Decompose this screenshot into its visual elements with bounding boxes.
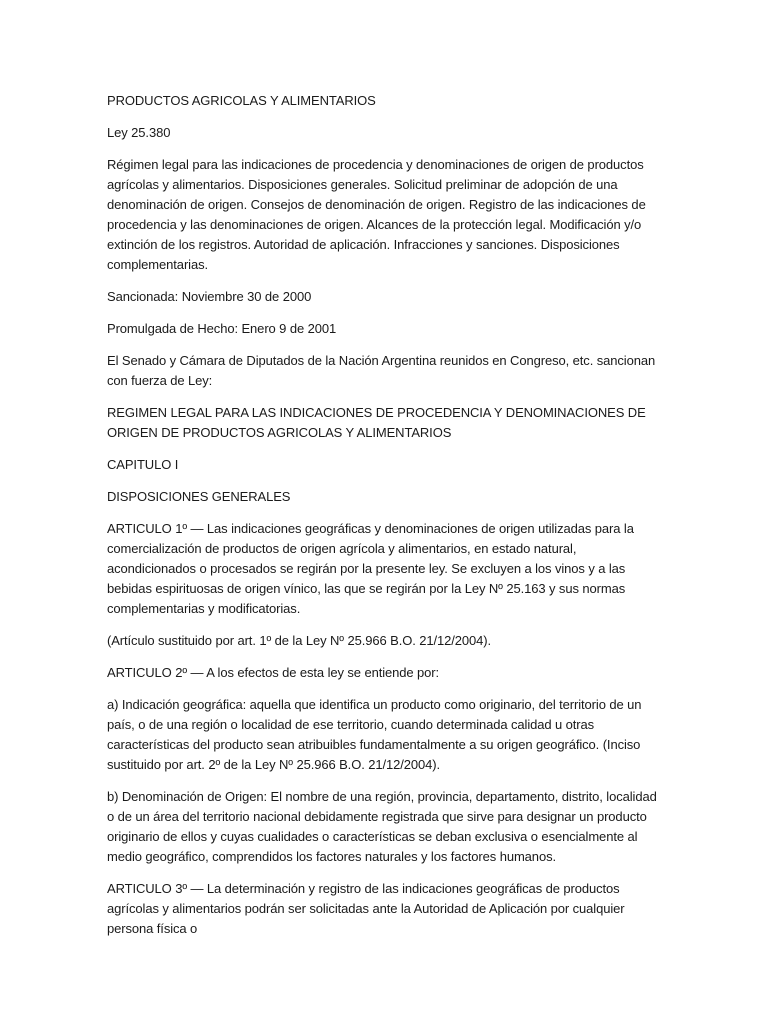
law-summary: Régimen legal para las indicaciones de procedencia y denominaciones de origen de productos agrícolas y alimentarios. Disposiciones generales. Solicitud preliminar de adopción de una denominación de origen. Consejos de denominación de origen. Registro de las indicaciones de procedencia y las denominaciones de origen. Alcances de la protección legal. Modificación y/o extinción de los registros. Autoridad de aplicación. Infracciones y sanciones. Disposiciones complementarias. [107,157,646,272]
document-title: PRODUCTOS AGRICOLAS Y ALIMENTARIOS [107,93,376,108]
article-3: ARTICULO 3º — La determinación y registro de las indicaciones geográficas de productos agrícolas y alimentarios podrán ser solicitadas ante la Autoridad de Aplicación por cualquier persona física o [107,881,625,936]
regime-heading: REGIMEN LEGAL PARA LAS INDICACIONES DE PROCEDENCIA Y DENOMINACIONES DE ORIGEN DE PRODUCTOS AGRICOLAS Y ALIMENTARIOS [107,405,646,440]
promulgation-date: Promulgada de Hecho: Enero 9 de 2001 [107,321,337,336]
article-2-item-a: a) Indicación geográfica: aquella que identifica un producto como originario, del territorio de un país, o de una región o localidad de ese territorio, cuando determinada calidad u otras características del producto sean atribuibles fundamentalmente a su origen geográfico. (Inciso sustituido por art. 2º de la Ley Nº 25.966 B.O. 21/12/2004). [107,697,642,772]
law-number: Ley 25.380 [107,125,171,140]
document-page [107,91,667,951]
sanction-date: Sancionada: Noviembre 30 de 2000 [107,289,312,304]
article-2-item-b: b) Denominación de Origen: El nombre de una región, provincia, departamento, distrito, localidad o de un área del territorio nacional debidamente registrada que sirve para designar un producto originario de ellos y cuyas cualidades o características se deban exclusiva o esencialmente al medio geográfico, comprendidos los factores naturales y los factores humanos. [107,789,657,864]
article-1: ARTICULO 1º — Las indicaciones geográficas y denominaciones de origen utilizadas para la comercialización de productos de origen agrícola y alimentarios, en estado natural, acondicionados o procesados se regirán por la presente ley. Se excluyen a los vinos y a las bebidas espirituosas de origen vínico, las que se regirán por la Ley Nº 25.163 y sus normas complementarias y modificatorias. [107,521,634,616]
enacting-clause: El Senado y Cámara de Diputados de la Nación Argentina reunidos en Congreso, etc. sancionan con fuerza de Ley: [107,353,656,388]
article-2: ARTICULO 2º — A los efectos de esta ley se entiende por: [107,665,440,680]
chapter-title: DISPOSICIONES GENERALES [107,489,291,504]
article-1-note: (Artículo sustituido por art. 1º de la Ley Nº 25.966 B.O. 21/12/2004). [107,633,492,648]
chapter-heading: CAPITULO I [107,457,179,472]
